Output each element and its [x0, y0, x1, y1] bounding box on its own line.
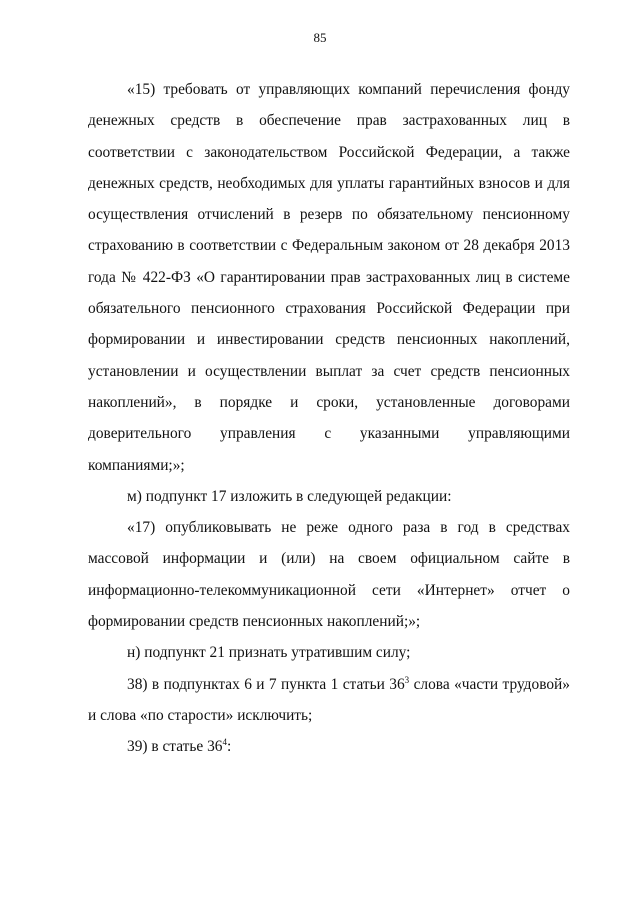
paragraph-subclause-n: н) подпункт 21 признать утратившим силу;	[127, 644, 411, 662]
article-superscript: 3	[404, 674, 410, 685]
paragraph-subclause-17: «17) опубликовывать не реже одного раза в год в средствах массовой информации и (или) на своем официальном сайте в информационно-телекоммуникационной сети «Интернет» отчет о формировании средств пенсионных накоплений;»;	[88, 519, 570, 631]
paragraph-item-38	[88, 669, 570, 732]
paragraph-subclause-m: м) подпункт 17 изложить в следующей редакции:	[127, 487, 452, 505]
document-body	[88, 74, 570, 763]
item-38-text-end: слова «части трудовой» и слова «по старости» исключить;	[88, 675, 570, 724]
item-39-text-end: :	[226, 738, 232, 756]
paragraph-item-39	[88, 731, 570, 762]
page-number: 85	[313, 30, 327, 45]
paragraph-subclause-15: «15) требовать от управляющих компаний перечисления фонду денежных средств в обеспечение прав застрахованных лиц в соответствии с законодательством Российской Федерации, а также денежных средств, необходимых для уплаты гарантийных взносов и для осуществления отчислений в резерв по обязательному пенсионному страхованию в соответствии с Федеральным законом от 28 декабря 2013 года № 422-ФЗ «О гарантировании прав застрахованных лиц в системе обязательного пенсионного страхования Российской Федерации при формировании и инвестировании средств пенсионных накоплений, установлении и осуществлении выплат за счет средств пенсионных накоплений», в порядке и сроки, установленные договорами доверительного управления с указанными управляющими компаниями;»;	[88, 81, 570, 474]
article-superscript: 4	[222, 737, 227, 748]
item-39-text-start: 39) в статье 36	[127, 738, 223, 756]
item-38-text-start: 38) в подпунктах 6 и 7 пункта 1 статьи 36	[127, 675, 405, 693]
